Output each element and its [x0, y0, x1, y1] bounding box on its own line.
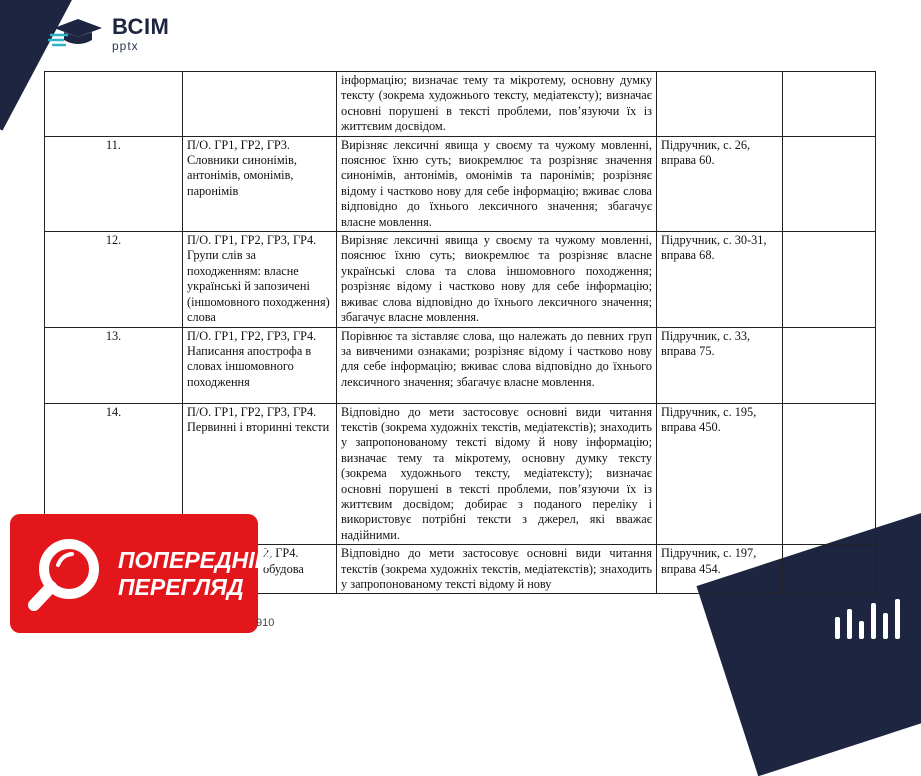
learning-outcomes: Відповідно до мети застосовує основні види читання текстів (зокрема художніх текстів, медіатекстів); знаходить у запропонованому тексті відому й нову [337, 545, 657, 594]
textbook-reference: Підручник, с. 26, вправа 60. [657, 136, 783, 231]
logo-title: ВСІМ [112, 14, 170, 39]
lesson-topic: П/О. ГР1, ГР2, ГР3, ГР4. Групи слів за походженням: власне українські й запозичені (іншомовного походження) слова [183, 232, 337, 327]
logo[interactable] [48, 16, 169, 52]
bars-logo-icon [833, 595, 903, 641]
logo-subtitle: pptx [112, 39, 139, 53]
table-row [45, 72, 876, 137]
notes-cell [783, 136, 876, 231]
textbook-reference: Підручник, с. 30-31, вправа 68. [657, 232, 783, 327]
notes-cell [783, 232, 876, 327]
lesson-topic: П/О. ГР1, ГР2, ГР3, ГР4. Первинні і вторинні тексти [183, 403, 337, 545]
textbook-reference: Підручник, с. 195, вправа 450. [657, 403, 783, 545]
row-number: 13. [45, 327, 183, 403]
row-number [45, 72, 183, 137]
graduation-cap-icon [48, 17, 104, 51]
page-number: 910 [256, 617, 275, 629]
magnifier-icon [24, 531, 110, 617]
learning-outcomes: Відповідно до мети застосовує основні види читання текстів (зокрема художніх текстів, медіатекстів); знаходить у запропонованому тексті відому й нову інформацію; визначає тему та мікротему, основну думку тексту (зокрема художнього тексту, медіатексту); визначає основні порушені в тексті проблеми, пов’язуючи їх із життєвим досвідом; добирає з поданого переліку і використовує потрібні тексти з джерел, які вважає надійними. [337, 403, 657, 545]
textbook-reference [657, 72, 783, 137]
notes-cell [783, 545, 876, 594]
row-number: 11. [45, 136, 183, 231]
table-row [45, 232, 876, 327]
notes-cell [783, 327, 876, 403]
learning-outcomes: Вирізняє лексичні явища у своєму та чужому мовленні, пояснює їхню суть; виокремлює та розрізняє власне українські слова та слова іншомовного походження; розрізняє відому і частково нову для себе інформацію; вживає слова відповідно до їхнього лексичного значення; збагачує власне мовлення. [337, 232, 657, 327]
row-number: 12. [45, 232, 183, 327]
lesson-topic: П/О. ГР1, ГР2, ГР3, ГР4. Написання апострофа в словах іншомовного походження [183, 327, 337, 403]
lesson-topic: П/О. ГР1, ГР2, ГР3. Словники синонімів, антонімів, омонімів, паронімів [183, 136, 337, 231]
learning-outcomes: Вирізняє лексичні явища у своєму та чужому мовленні, пояснює їхню суть; виокремлює та розрізняє значення синонімів, антонімів, омонімів та паронімів; розрізняє відому і частково нову для себе інформацію; вживає слова відповідно до їхнього лексичного значення; збагачує власне мовлення. [337, 136, 657, 231]
row-number: 14. [45, 403, 183, 545]
lesson-topic [183, 72, 337, 137]
preview-label-line2: ПЕРЕГЛЯД [118, 573, 244, 600]
lesson-topic: 2, ГР4. обудова [183, 545, 337, 594]
notes-cell [783, 403, 876, 545]
preview-label-line1: ПОПЕРЕДНІЙ [118, 546, 272, 573]
learning-outcomes: інформацію; визначає тему та мікротему, основну думку тексту (зокрема художнього тексту, медіатексту); визначає основні порушені в тексті проблеми, пов’язуючи їх із життєвим досвідом. [337, 72, 657, 137]
notes-cell [783, 72, 876, 137]
textbook-reference: Підручник, с. 33, вправа 75. [657, 327, 783, 403]
learning-outcomes: Порівнює та зіставляє слова, що належать до певних груп за вивченими ознаками; розрізняє відому і частково нову для себе інформацію; вживає слова відповідно до їхнього лексичного значення; збагачує власне мовлення. [337, 327, 657, 403]
textbook-reference: Підручник, с. 197, вправа 454. [657, 545, 783, 594]
table-row [45, 327, 876, 403]
table-row [45, 136, 876, 231]
